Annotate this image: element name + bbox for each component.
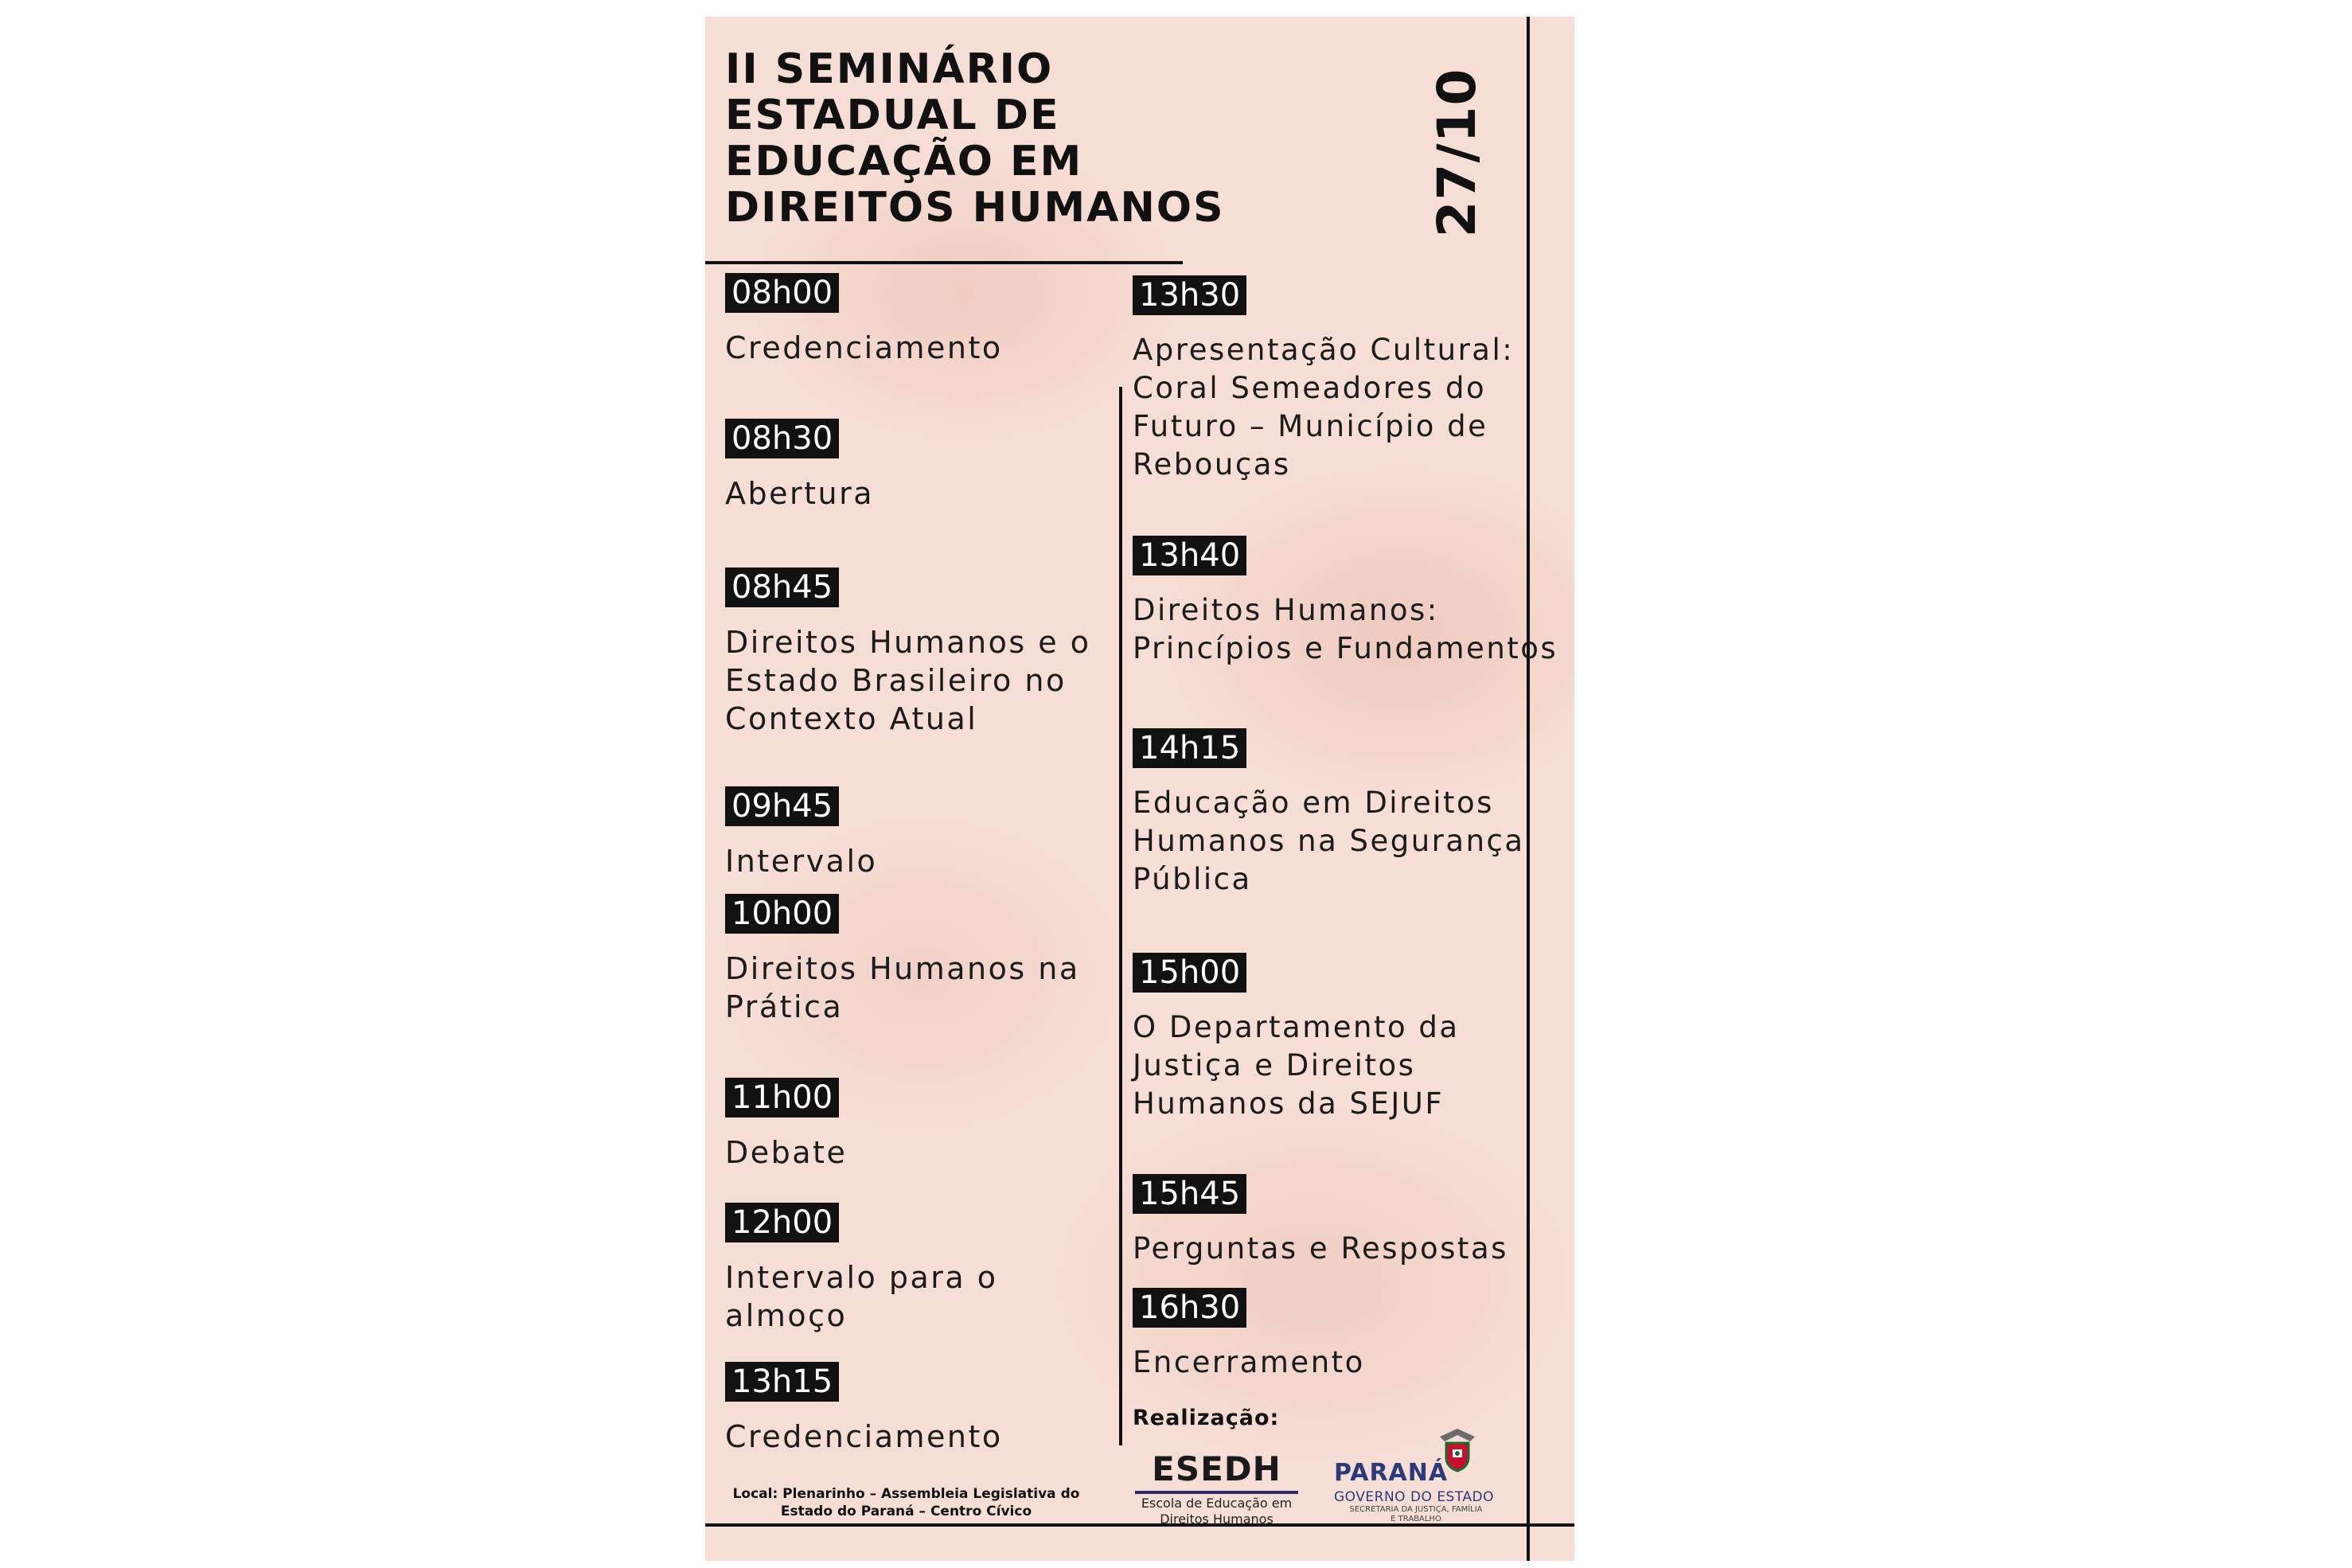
session-description: Direitos Humanos na Prática	[725, 951, 1080, 1024]
session-description: Encerramento	[1133, 1345, 1365, 1379]
schedule-item	[725, 419, 1107, 513]
schedule-item	[725, 894, 1107, 1026]
session-description: Debate	[725, 1135, 848, 1170]
session-description: Perguntas e Respostas	[1133, 1231, 1508, 1266]
venue-text: Local: Plenarinho – Assembleia Legislativa do Estado do Paraná – Centro Cívico	[732, 1486, 1080, 1519]
esedh-logo	[1135, 1449, 1298, 1537]
schedule-item	[725, 1078, 1107, 1172]
column-divider	[1119, 387, 1122, 1445]
time-badge: 16h30	[1133, 1288, 1246, 1328]
time-badge: 09h45	[725, 786, 839, 826]
title-underline	[705, 261, 1183, 264]
time-badge: 15h45	[1133, 1174, 1246, 1214]
title-line: II SEMINÁRIO	[725, 45, 1054, 93]
title-line: EDUCAÇÃO EM	[725, 138, 1083, 185]
session-description: Intervalo para o almoço	[725, 1260, 998, 1333]
esedh-logo-bar	[1135, 1491, 1298, 1494]
time-badge: 15h00	[1133, 953, 1246, 993]
schedule-item	[1133, 536, 1562, 668]
time-badge: 13h15	[725, 1362, 839, 1402]
parana-government-logo	[1334, 1426, 1493, 1521]
session-description: Credenciamento	[725, 1419, 1003, 1454]
event-title	[725, 46, 1250, 231]
title-line: DIREITOS HUMANOS	[725, 184, 1225, 232]
session-description: O Departamento da Justiça e Direitos Humanos da SEJUF	[1133, 1010, 1460, 1121]
realizacao-label: Realização:	[1133, 1406, 1280, 1430]
event-date: 27/10	[1426, 68, 1488, 238]
schedule-item	[1133, 1174, 1562, 1268]
schedule-item	[725, 568, 1107, 738]
session-description: Credenciamento	[725, 330, 1003, 365]
schedule-item	[1133, 953, 1562, 1123]
schedule-item	[1133, 275, 1562, 484]
parana-logo-name: PARANÁ	[1334, 1459, 1449, 1487]
esedh-logo-name: ESEDH	[1152, 1449, 1281, 1488]
title-line: ESTADUAL DE	[725, 92, 1060, 139]
schedule-item	[725, 786, 1107, 880]
time-badge: 08h45	[725, 568, 839, 607]
time-badge: 13h30	[1133, 275, 1246, 315]
event-poster	[705, 17, 1574, 1561]
session-description: Direitos Humanos e o Estado Brasileiro no Contexto Atual	[725, 625, 1091, 736]
parana-logo-secretariat: SECRETARIA DA JUSTIÇA, FAMÍLIA E TRABALHO	[1349, 1505, 1483, 1523]
time-badge: 14h15	[1133, 728, 1246, 768]
schedule-item	[1133, 728, 1562, 899]
time-badge: 12h00	[725, 1203, 839, 1242]
session-description: Apresentação Cultural: Coral Semeadores do Futuro – Município de Rebouças	[1133, 333, 1515, 482]
time-badge: 13h40	[1133, 536, 1246, 575]
session-description: Intervalo	[725, 844, 878, 879]
schedule-item	[725, 1362, 1107, 1456]
session-description: Educação em Direitos Humanos na Segurança Pública	[1133, 786, 1525, 896]
session-description: Direitos Humanos: Princípios e Fundamentos	[1133, 593, 1558, 665]
session-description: Abertura	[725, 476, 875, 511]
esedh-logo-subtitle: Escola de Educação em Direitos Humanos	[1141, 1496, 1293, 1527]
time-badge: 08h30	[725, 419, 839, 458]
time-badge: 11h00	[725, 1078, 839, 1117]
schedule-item	[725, 1203, 1107, 1335]
time-badge: 10h00	[725, 894, 839, 934]
schedule-item	[725, 273, 1107, 367]
time-badge: 08h00	[725, 273, 839, 313]
schedule-item	[1133, 1288, 1562, 1382]
parana-logo-government: GOVERNO DO ESTADO	[1334, 1489, 1495, 1505]
